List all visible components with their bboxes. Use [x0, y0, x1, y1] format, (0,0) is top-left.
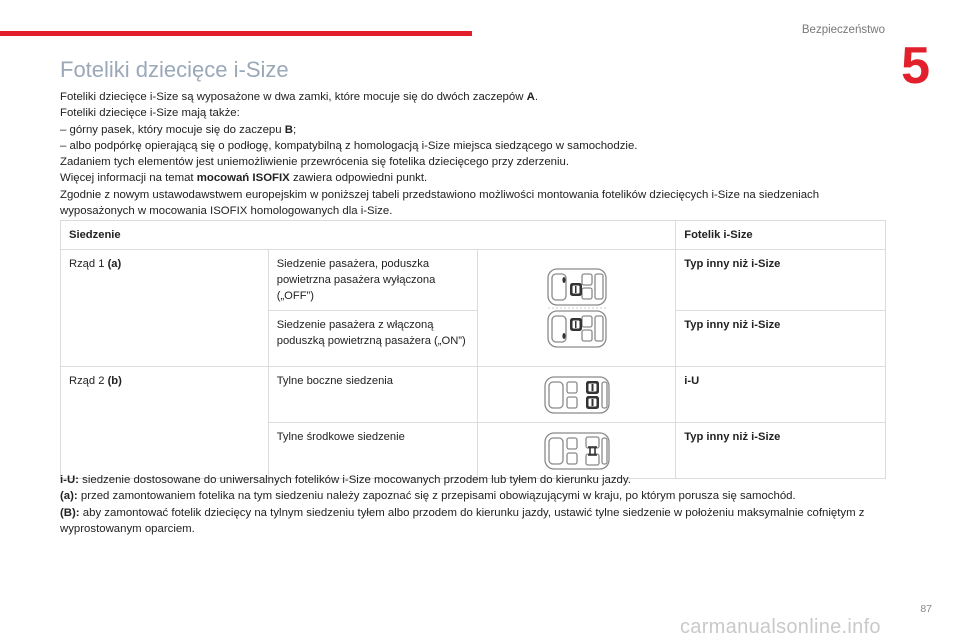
intro-text [60, 89, 890, 219]
intro-line: – górny pasek, który mocuje się do zaczepu B; [60, 123, 297, 136]
intro-line: Więcej informacji na temat mocowań ISOFIX zawiera odpowiedni punkt. [60, 172, 428, 185]
seat-cell: Tylne środkowe siedzenie [268, 423, 478, 479]
note-iu: i-U: siedzenie dostosowane do uniwersalnych fotelików i-Size mocowanych przodem lub tyłem do kierunku jazdy. [60, 474, 631, 486]
note-a: (a): przed zamontowaniem fotelika na tym siedzeniu należy zapoznać się z przepisami obowiązującymi w kraju, po którym porusza się samochód. [60, 490, 796, 503]
page-title: Foteliki dziecięce i-Size [60, 57, 289, 82]
notes [60, 472, 890, 537]
result-cell: Typ inny niż i-Size [676, 311, 886, 367]
header-accent-bar [0, 31, 472, 36]
rear-side-diagram-cell [478, 367, 676, 423]
chapter-number: 5 [901, 37, 930, 95]
page-number: 87 [920, 603, 932, 615]
note-b: (B): aby zamontować fotelik dziecięcy na tylnym siedzeniu tyłem albo przodem do kierunku jazdy, ustawić tylne siedzenie w położeniu maksymalnie cofniętym z wyprostowanym oparciem. [60, 506, 865, 535]
intro-line: Zgodnie z nowym ustawodawstwem europejskim w poniższej tabeli przedstawiono możliwości montowania fotelików dziecięcych i-Size na siedzeniach wyposażonych w mocowania ISOFIX homologowanych dla i-Size. [60, 188, 820, 218]
isize-table [60, 220, 886, 479]
intro-line: Foteliki dziecięce i-Size mają także: [60, 107, 240, 120]
table-row [61, 250, 886, 311]
result-cell: Typ inny niż i-Size [676, 423, 886, 479]
intro-line: Zadaniem tych elementów jest uniemożliwienie przewrócenia się fotelika dziecięcego przy zderzeniu. [60, 156, 570, 169]
table-header-row [61, 221, 886, 250]
seat-cell: Tylne boczne siedzenia [268, 367, 478, 423]
row-label-cell: Rząd 1 (a) [61, 250, 269, 367]
seat-cell: Siedzenie pasażera, poduszka powietrzna pasażera wyłączona („OFF”) [268, 250, 478, 311]
table-row [61, 367, 886, 423]
car-rear-center-seat-icon [542, 429, 612, 473]
result-cell: i-U [676, 367, 886, 423]
rear-center-diagram-cell [478, 423, 676, 479]
watermark: carmanualsonline.info [680, 616, 881, 638]
intro-line: – albo podpórkę opierającą się o podłogę, kompatybilną z homologacją i-Size miejsca siedzącego w samochodzie. [60, 139, 638, 152]
front-seat-diagram-cell [478, 250, 676, 367]
section-title: Bezpieczeństwo [801, 24, 885, 36]
car-rear-side-seats-icon [542, 373, 612, 417]
result-cell: Typ inny niż i-Size [676, 250, 886, 311]
row-label-cell: Rząd 2 (b) [61, 367, 269, 479]
intro-line: Foteliki dziecięce i-Size są wyposażone w dwa zamki, które mocuje się do dwóch zaczepów A. [60, 91, 538, 103]
header-isize: Fotelik i-Size [676, 221, 886, 250]
car-front-seat-icon [544, 266, 610, 350]
header-seat: Siedzenie [61, 221, 676, 250]
seat-cell: Siedzenie pasażera z włączoną poduszką powietrzną pasażera („ON”) [268, 311, 478, 367]
